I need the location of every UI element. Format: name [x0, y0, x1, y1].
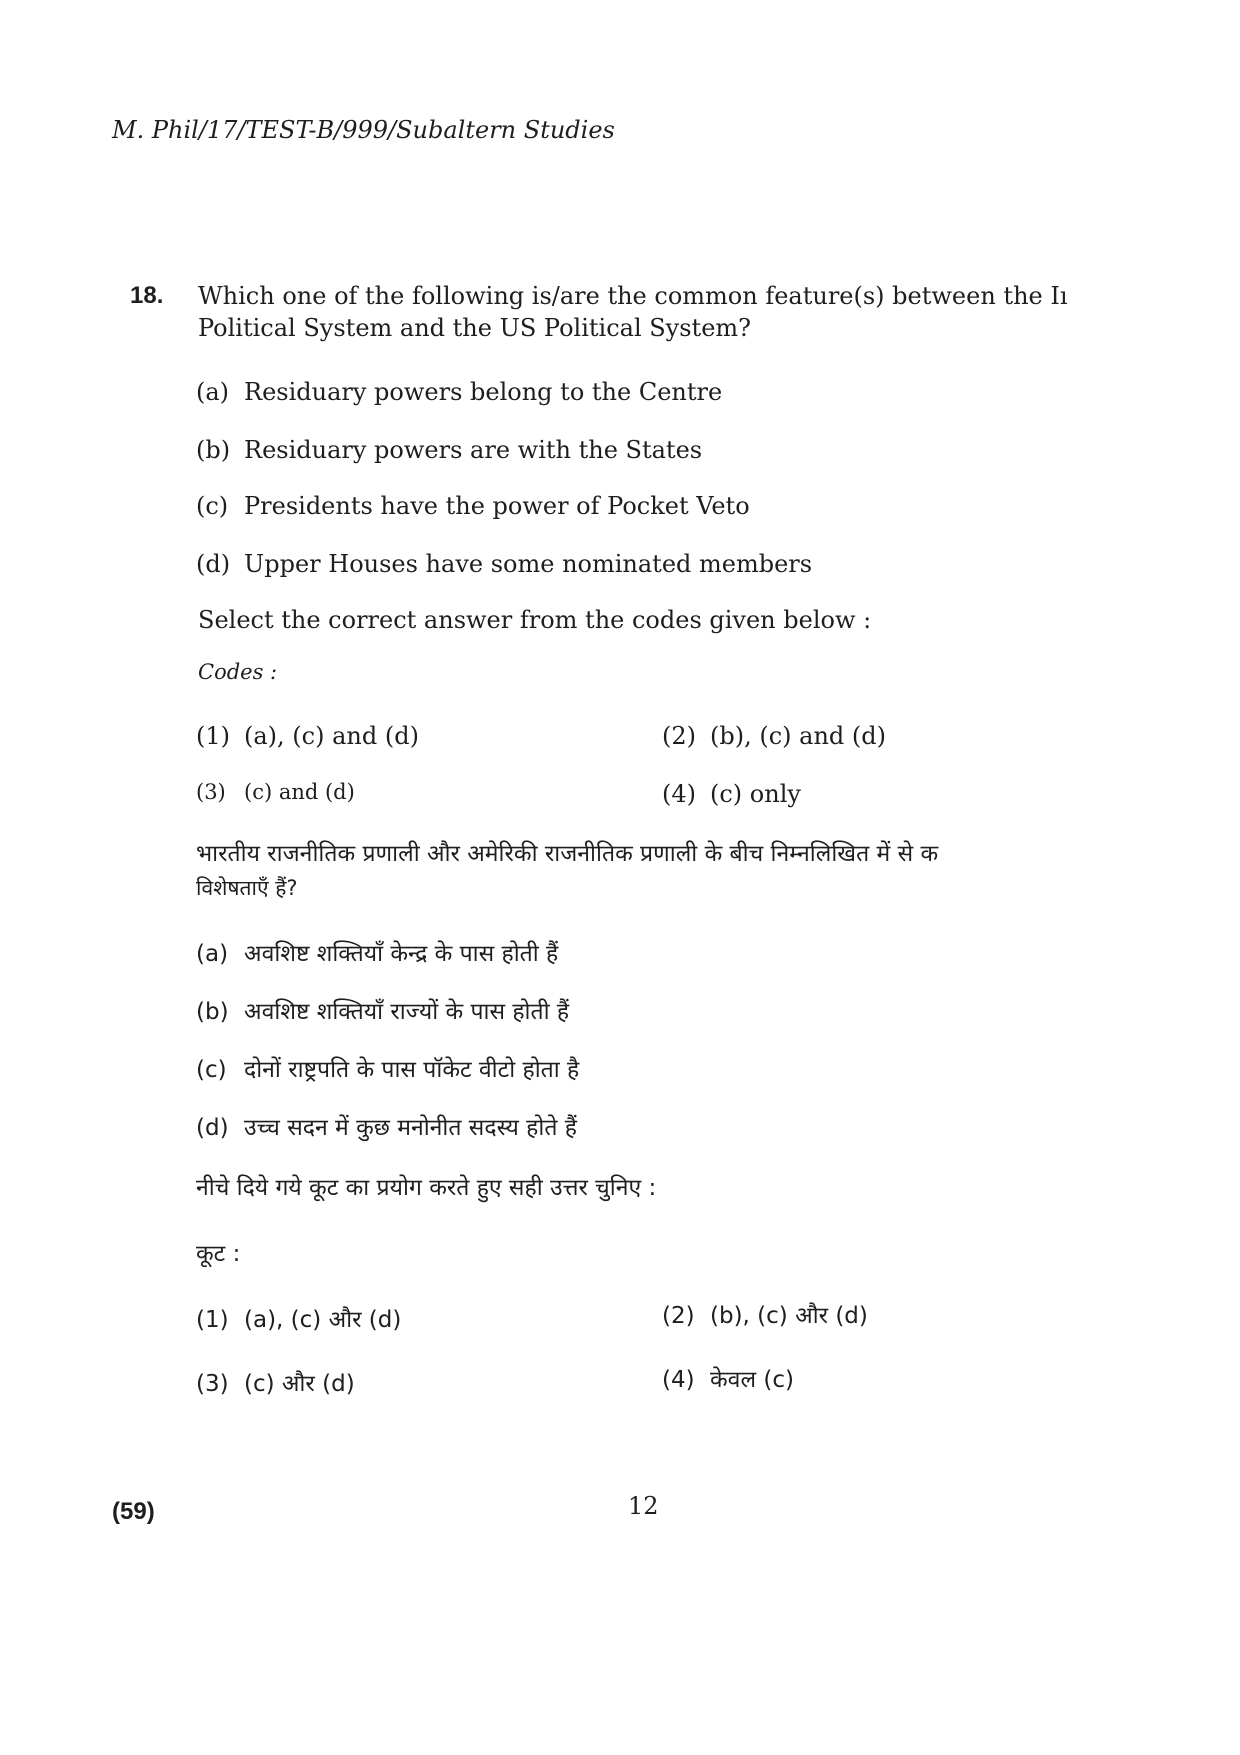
booklet-code: (59): [112, 1498, 155, 1525]
code-label: (2): [662, 1303, 695, 1329]
code-hi-3: [196, 1366, 355, 1398]
option-label: (b): [196, 436, 231, 464]
option-text: अवशिष्ट शक्तियाँ केन्द्र के पास होती हैं: [244, 941, 559, 967]
instruction-hi: नीचे दिये गये कूट का प्रयोग करते हुए सही उत्तर चुनिए :: [196, 1175, 657, 1201]
option-text: Residuary powers are with the States: [244, 436, 703, 464]
option-label: (d): [196, 1115, 229, 1141]
option-label: (c): [196, 492, 229, 520]
code-hi-4: [662, 1362, 794, 1394]
question-stem-hi-line-1: भारतीय राजनीतिक प्रणाली और अमेरिकी राजनीतिक प्रणाली के बीच निम्नलिखित में से क: [196, 841, 939, 867]
code-label: (1): [196, 1307, 229, 1333]
option-en-b: [196, 436, 702, 464]
option-label: (a): [196, 941, 229, 967]
code-text: (b), (c) और (d): [710, 1303, 868, 1329]
question-number: 18.: [130, 282, 164, 309]
option-en-d: [196, 550, 812, 578]
option-label: (d): [196, 550, 231, 578]
codes-heading-en: Codes :: [198, 660, 278, 684]
code-label: (1): [196, 722, 230, 750]
question-stem-hi-line-2: विशेषताएँ हैं?: [196, 876, 298, 900]
code-en-1: [196, 722, 419, 750]
code-label: (3): [196, 1371, 229, 1397]
option-hi-b: [196, 994, 569, 1026]
exam-code: M. Phil/17/TEST-B/999/Subaltern Studies: [112, 116, 615, 144]
exam-header: [112, 116, 615, 144]
option-text: दोनों राष्ट्रपति के पास पॉकेट वीटो होता है: [244, 1057, 580, 1083]
code-hi-2: [662, 1298, 868, 1330]
code-text: केवल (c): [710, 1367, 794, 1393]
code-text: (c) and (d): [244, 780, 355, 804]
option-hi-d: [196, 1110, 577, 1142]
code-text: (a), (c) and (d): [244, 722, 419, 750]
code-en-2: [662, 722, 886, 750]
code-en-3: [196, 780, 355, 804]
code-label: (4): [662, 780, 696, 808]
option-en-c: [196, 492, 750, 520]
option-label: (b): [196, 999, 229, 1025]
code-text: (c) only: [710, 780, 801, 808]
code-label: (3): [196, 780, 226, 804]
option-text: Presidents have the power of Pocket Veto: [244, 492, 750, 520]
codes-heading-hi: कूट :: [196, 1241, 241, 1267]
page-number: 12: [628, 1492, 659, 1520]
code-label: (4): [662, 1367, 695, 1393]
option-label: (a): [196, 378, 230, 406]
code-en-4: [662, 780, 801, 808]
question-stem-line-1: Which one of the following is/are the common feature(s) between the Iı: [198, 282, 1068, 310]
code-text: (a), (c) और (d): [244, 1307, 402, 1333]
option-text: अवशिष्ट शक्तियाँ राज्यों के पास होती हैं: [244, 999, 570, 1025]
code-hi-1: [196, 1302, 401, 1334]
code-label: (2): [662, 722, 696, 750]
option-en-a: [196, 378, 722, 406]
code-text: (c) और (d): [244, 1371, 355, 1397]
question-stem-line-2: Political System and the US Political System?: [198, 314, 752, 342]
option-text: Residuary powers belong to the Centre: [244, 378, 723, 406]
option-text: Upper Houses have some nominated members: [244, 550, 813, 578]
instruction-en: Select the correct answer from the codes given below :: [198, 606, 872, 634]
option-text: उच्च सदन में कुछ मनोनीत सदस्य होते हैं: [244, 1115, 577, 1141]
code-text: (b), (c) and (d): [710, 722, 886, 750]
option-label: (c): [196, 1057, 227, 1083]
option-hi-c: [196, 1052, 579, 1084]
option-hi-a: [196, 936, 558, 968]
